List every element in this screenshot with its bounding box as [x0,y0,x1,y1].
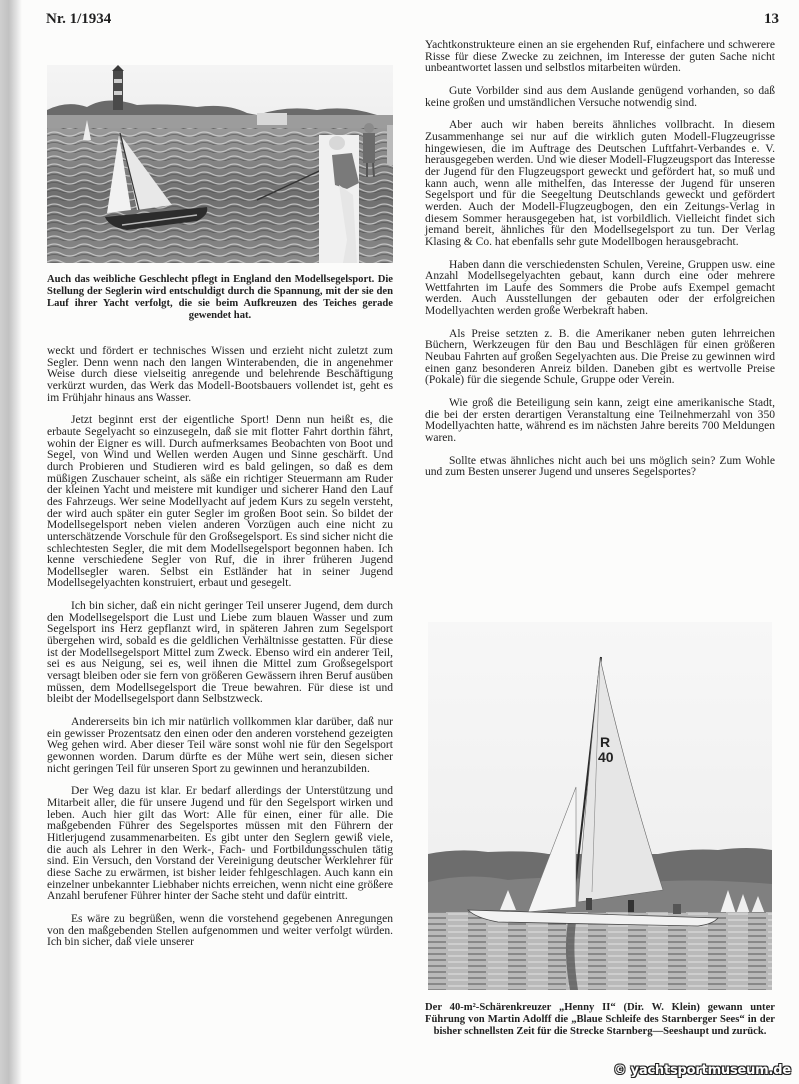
paragraph: Aber auch wir haben bereits ähnliches vollbracht. In diesem Zusammenhange sei nur auf die wirklich guten Modell-Flugzeugrisse hingewiesen, die im Auftrage des Deutschen Luftfahrt-Verbandes e. V. herausgegeben werden. Und wie dieser Modell-Flugzeugsport das Interesse der Jugend für den Flugzeugsport geweckt und gefördert hat, so muß und kann auch, wenn alle mithelfen, das Interesse der Jugend für unseren Segelsport und für die Seegeltung Deutschlands geweckt und gefördert werden. Auch der Modell-Flugzeugbogen, den ein Zeitungs-Verlag in diesem Sommer herausgegeben hat, ist vorbildlich. Vielleicht findet sich jemand bereit, ähnliches für den Modellsegelsport zu tun. Der Verlag Klasing & Co. hat ebenfalls sehr gute Modellbogen herausgebracht. [425,119,775,248]
paragraph: Ich bin sicher, daß ein nicht geringer Teil unserer Jugend, dem durch den Modellsegelsport die Lust und Liebe zum blauen Wasser und zum Segelsport ins Herz gepflanzt wird, in späteren Jahren zum Segelsport übergehen wird, sobald es die geldlichen Verhältnisse gestatten. Für diese ist der Modellsegelsport Mittel zum Zweck. Ebenso wird ein anderer Teil, sei es aus Neigung, sei es, weil ihnen die Mittel zum Großsegelsport versagt bleiben oder sie fern von größeren Gewässern ihren Beruf ausüben müssen, dem Modellsegelsport die Treue bewahren. Für diese ist und bleibt der Modellsegelsport dann Selbstzweck. [47,600,393,706]
paragraph: Haben dann die verschiedensten Schulen, Vereine, Gruppen usw. eine Anzahl Modellsegelyachten gebaut, kann durch eine oder mehrere Wettfahrten im Laufe des Sommers die Probe aufs Exempel gemacht werden. Auch Ausstellungen der gebauten oder der erfolgreichen Modellyachten werden große Werbekraft haben. [425,258,775,318]
henny-yacht-photo [428,622,772,990]
paragraph: Gute Vorbilder sind aus dem Auslande genügend vorhanden, so daß keine großen und umständlichen Versuche notwendig sind. [425,84,775,109]
paragraph: Andererseits bin ich mir natürlich vollkommen klar darüber, daß nur ein gewisser Prozentsatz den einen oder den anderen vorstehend gezeigten Weg gehen wird. Aber dieser Teil wäre sonst wohl nie für den Segelsport gewonnen worden. Darum dürfte es der Mühe wert sein, diesen sicher nicht geringen Teil für unseren Sport zu gewinnen und heranzubilden. [47,716,393,775]
henny-yacht-photo-image [428,622,772,990]
article-right-column [425,40,775,479]
page-binding-shadow [0,0,22,1084]
issue-number: Nr. 1/1934 [46,11,112,27]
model-yacht-caption: Auch das weibliche Geschlecht pflegt in England den Modellsegelsport. Die Stellung der Seglerin wird entschuldigt durch die Spannung, mit der sie den Lauf ihrer Yacht verfolgt, die sie beim Aufkreuzen des Teiches gerade gewendet hat. [47,274,393,321]
paragraph: Sollte etwas ähnliches nicht auch bei uns möglich sein? Zum Wohle und zum Besten unserer Jugend und unseres Segelsportes? [425,454,775,479]
article-left-column [47,346,393,949]
model-yacht-photo-image [47,65,393,263]
henny-yacht-caption: Der 40-m²-Schärenkreuzer „Henny II“ (Dir. W. Klein) gewann unter Führung von Martin Adolff die „Blaue Schleife des Starnberger Sees“ in der bisher schnellsten Zeit für die Strecke Starnberg—Seeshaupt und zurück. [425,1002,775,1037]
paragraph: Yachtkonstrukteure einen an sie ergehenden Ruf, einfachere und schwerere Risse für diese Zwecke zu zeichnen, im Interesse der guten Sache nicht unbeantwortet lassen und selbstlos mitarbeiten würden. [425,39,775,75]
sail-number-r: R [600,734,611,750]
paragraph: weckt und fördert er technisches Wissen und erzieht nicht zuletzt zum Segler. Denn wenn nach den langen Winterabenden, die in angenehmer Weise durch diese vielseitig anregende und belehrende Beschäftigung verkürzt wurden, das Werk das Modell-Bootsbauers vollendet ist, geht es im Frühjahr hinaus ans Wasser. [47,345,393,404]
page-number: 13 [764,11,779,27]
paragraph: Jetzt beginnt erst der eigentliche Sport! Denn nun heißt es, die erbaute Segelyacht so einzusegeln, daß sie mit flotter Fahrt dorthin fährt, wohin der Eigner es will. Durch aufmerksames Beobachten von Boot und Segel, von Wind und Wellen werden Augen und Sinne geschärft. Und durch Probieren und Studieren wird es bald gelingen, so daß es dem müßigen Zuschauer scheint, als säße ein richtiger Steuermann am Ruder der kleinen Yacht und meistere mit kundiger und sicherer Hand den Lauf des Fahrzeugs. Wer seine Modellyacht auf jedem Kurs zu segeln versteht, der wird auch später ein guter Segler im großen Boot sein. So bildet der Modellsegelsport neben vielen anderen Vorzügen auch eine nicht zu unterschätzende Vorschule für den Großsegelsport. Es sind sicher nicht die schlechtesten Segler, die mit dem Modellsegelsport begonnen haben. Ich kenne verschiedene Segler von Ruf, die in ihrer früheren Jugend Modellsegler waren. Selbst ein Estländer hat in seiner Jugend Modellsegelyachten konstruiert, erbaut und gesegelt. [47,414,393,590]
sail-number-40: 40 [598,749,614,765]
paragraph: Als Preise setzten z. B. die Amerikaner neben guten lehrreichen Büchern, Werkzeugen für den Bau und Beschlägen für einen größeren Neubau Fahrten auf großen Segelyachten aus. Die Preise zu gewinnen wird einen ganz besonderen Anreiz bilden. Daneben gibt es wertvolle Preise (Pokale) für die siegende Schule, Gruppe oder Verein. [425,327,775,387]
model-yacht-photo [47,65,393,263]
paragraph: Es wäre zu begrüßen, wenn die vorstehend gegebenen Anregungen von den maßgebenden Stellen aufgenommen und weiter verfolgt würden. Ich bin sicher, daß viele unserer [47,912,393,949]
paragraph: Der Weg dazu ist klar. Er bedarf allerdings der Unterstützung und Mitarbeit aller, die für unsere Jugend und für den Segelsport wirken und leben. Auch hier gilt das Wort: Alle für einen, einer für alle. Die maßgebenden Führer des Segelsportes müssen mit den Führern der Hitlerjugend zusammenarbeiten. Es gibt unter den Seglern gewiß viele, die auch als Lehrer in den Werk-, Fach- und Fortbildungsschulen tätig sind. Ein Versuch, den Vorstand der Vereinigung deutscher Werklehrer für diese Sache zu erwärmen, ist bisher leider fehlgeschlagen. Auch kann ein einzelner unbekannter Liebhaber nichts erreichen, wenn nicht eine größere Anzahl berufener Führer hinter der Sache steht und dafür eintritt. [47,785,393,903]
paragraph: Wie groß die Beteiligung sein kann, zeigt eine amerikanische Stadt, die bei der ersten derartigen Veranstaltung eine Teilnehmerzahl von 350 Modellyachten hatte, während es im nächsten Jahre bereits 700 Meldungen waren. [425,397,775,445]
copyright-watermark: © yachtsportmuseum.de [613,1063,791,1078]
